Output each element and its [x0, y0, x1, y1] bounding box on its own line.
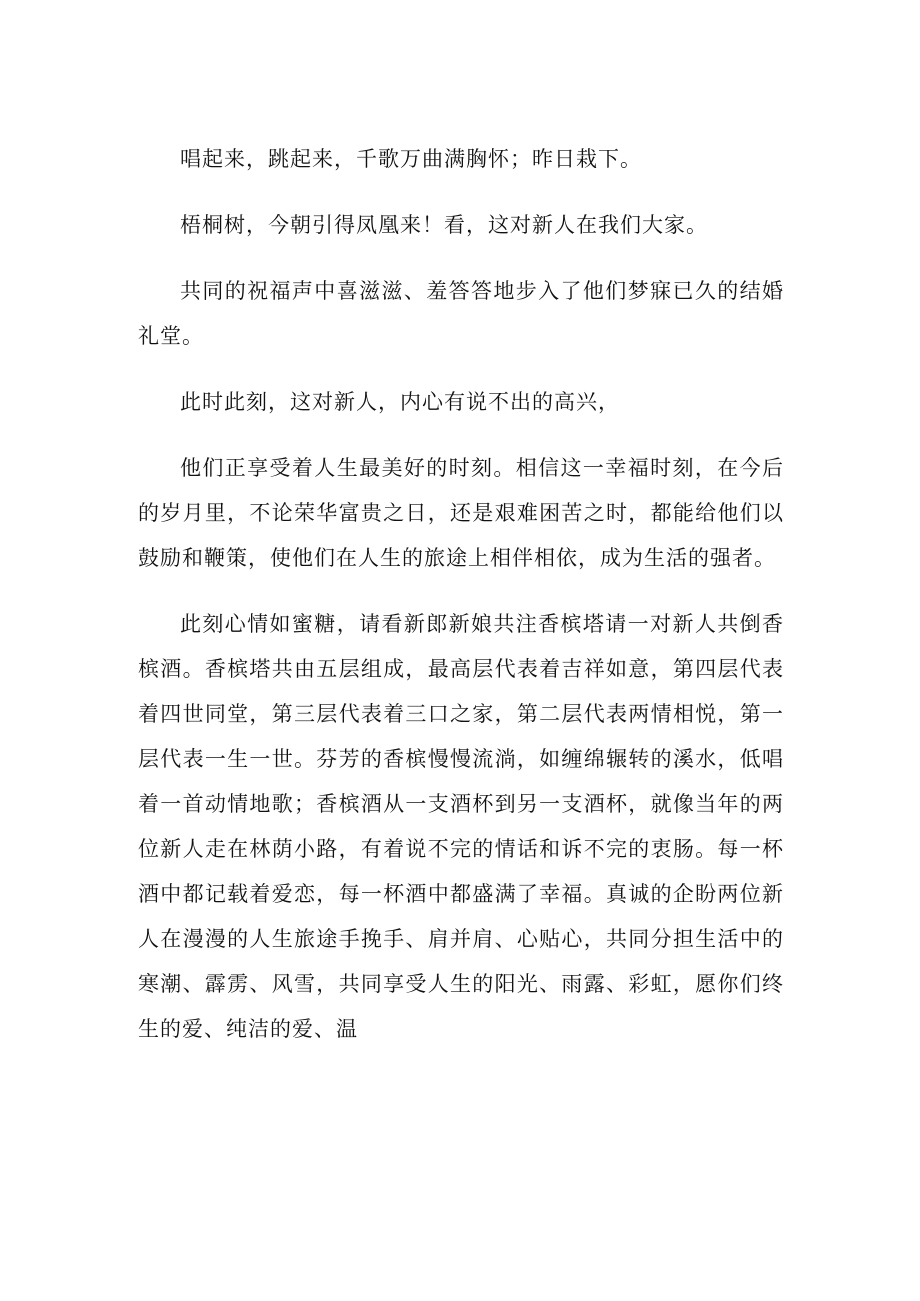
- paragraph-6: 此刻心情如蜜糖，请看新郎新娘共注香槟塔请一对新人共倒香槟酒。香槟塔共由五层组成，最高层代表着吉祥如意，第四层代表着四世同堂，第三层代表着三口之家，第二层代表两情相悦，第一层代表一生一世。芬芳的香槟慢慢流淌，如缠绵辗转的溪水，低唱着一首动情地歌；香槟酒从一支酒杯到另一支酒杯，就像当年的两位新人走在林荫小路，有着说不完的情话和诉不完的衷肠。每一杯酒中都记载着爱恋，每一杯酒中都盛满了幸福。真诚的企盼两位新人在漫漫的人生旅途手挽手、肩并肩、心贴心，共同分担生活中的寒潮、霹雳、风雪，共同享受人生的阳光、雨露、彩虹，愿你们终生的爱、纯洁的爱、温: [138, 612, 784, 1041]
- paragraph-5: 他们正享受着人生最美好的时刻。相信这一幸福时刻，在今后的岁月里，不论荣华富贵之日，还是艰难困苦之时，都能给他们以鼓励和鞭策，使他们在人生的旅途上相伴相依，成为生活的强者。: [138, 456, 784, 570]
- paragraph-2: 梧桐树，今朝引得凤凰来！看，这对新人在我们大家。: [180, 213, 708, 237]
- paragraph-3: 共同的祝福声中喜滋滋、羞答答地步入了他们梦寐已久的结婚礼堂。: [138, 279, 784, 348]
- document-body: [138, 137, 784, 1073]
- paragraph-4: 此时此刻，这对新人，内心有说不出的高兴，: [180, 390, 620, 414]
- paragraph-1: 唱起来，跳起来，千歌万曲满胸怀；昨日栽下。: [180, 147, 642, 171]
